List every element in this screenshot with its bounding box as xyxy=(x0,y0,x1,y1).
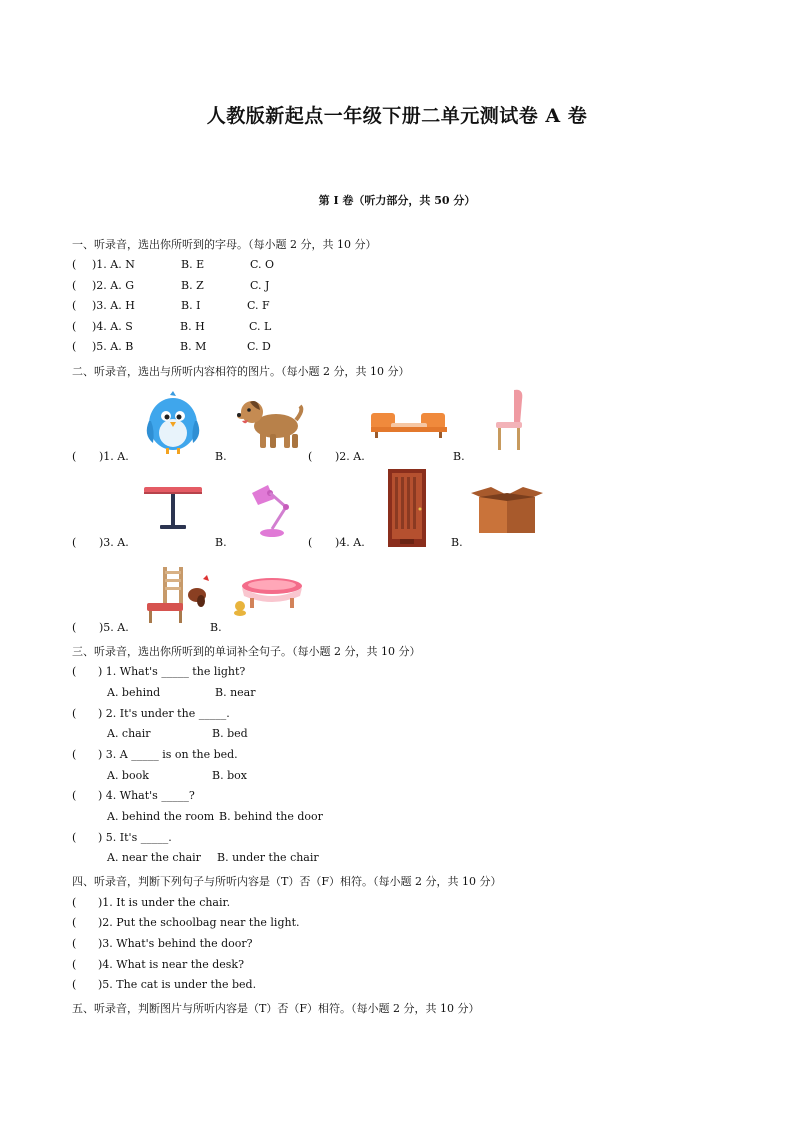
answer-paren[interactable]: ( xyxy=(72,916,77,929)
answer-paren[interactable]: ( xyxy=(72,665,77,678)
question-label: )4. A. xyxy=(335,536,365,549)
bird-icon xyxy=(143,391,203,455)
option-c: C. L xyxy=(249,320,272,333)
pink-bed-with-cat-icon xyxy=(232,576,304,616)
answer-paren[interactable]: ( xyxy=(72,748,77,761)
option-a: A. chair xyxy=(107,727,151,740)
answer-paren[interactable]: ( xyxy=(72,978,77,991)
question-label: )5. A. B xyxy=(92,340,134,353)
question-text: ) 4. What's _____? xyxy=(98,789,195,802)
option-b: B. xyxy=(453,450,465,463)
part1-heading: 一、听录音，选出你所听到的字母。（每小题 2 分，共 10 分） xyxy=(72,238,377,251)
question-text: )2. Put the schoolbag near the light. xyxy=(98,916,300,929)
option-b: B. H xyxy=(180,320,205,333)
option-b: B. xyxy=(451,536,463,549)
answer-paren[interactable]: ( xyxy=(72,258,77,271)
question-label: )3. A. H xyxy=(92,299,135,312)
question-text: ) 1. What's _____ the light? xyxy=(98,665,246,678)
option-a: A. behind the room xyxy=(107,810,215,823)
question-text: )3. What's behind the door? xyxy=(98,937,253,950)
option-b: B. box xyxy=(212,769,247,782)
question-label: )1. A. N xyxy=(92,258,135,271)
part4-heading: 四、听录音，判断下列句子与所听内容是（T）否（F）相符。（每小题 2 分，共 10 分） xyxy=(72,875,502,888)
question-text: ) 5. It's _____. xyxy=(98,831,172,844)
sofa-icon xyxy=(371,411,447,439)
option-b: B. behind the door xyxy=(219,810,323,823)
option-b: B. bed xyxy=(212,727,248,740)
answer-paren[interactable]: ( xyxy=(72,279,77,292)
answer-paren[interactable]: ( xyxy=(72,536,77,549)
question-label: )5. A. xyxy=(99,621,129,634)
answer-paren[interactable]: ( xyxy=(72,789,77,802)
answer-paren[interactable]: ( xyxy=(72,299,77,312)
part3-heading: 三、听录音，选出你所听到的单词补全句子。（每小题 2 分，共 10 分） xyxy=(72,645,421,658)
option-a: A. behind xyxy=(107,686,161,699)
desk-lamp-icon xyxy=(250,483,292,539)
option-a: A. book xyxy=(107,769,149,782)
question-text: )4. What is near the desk? xyxy=(98,958,244,971)
door-icon xyxy=(388,469,426,547)
option-b: B. under the chair xyxy=(217,851,319,864)
answer-paren[interactable]: ( xyxy=(72,450,77,463)
answer-paren[interactable]: ( xyxy=(72,896,77,909)
option-b: B. xyxy=(210,621,222,634)
question-text: ) 3. A _____ is on the bed. xyxy=(98,748,238,761)
answer-paren[interactable]: ( xyxy=(308,536,313,549)
question-label: )4. A. S xyxy=(92,320,133,333)
question-text: )5. The cat is under the bed. xyxy=(98,978,257,991)
answer-paren[interactable]: ( xyxy=(72,621,77,634)
option-b: B. xyxy=(215,536,227,549)
chair-with-dog-icon xyxy=(143,565,211,623)
part5-heading: 五、听录音，判断图片与所听内容是（T）否（F）相符。（每小题 2 分，共 10 分） xyxy=(72,1002,480,1015)
answer-paren[interactable]: ( xyxy=(72,707,77,720)
option-b: B. Z xyxy=(181,279,204,292)
option-c: C. O xyxy=(250,258,275,271)
option-b: B. E xyxy=(181,258,205,271)
answer-paren[interactable]: ( xyxy=(72,937,77,950)
question-label: )2. A. G xyxy=(92,279,135,292)
question-label: )1. A. xyxy=(99,450,129,463)
table-icon xyxy=(144,487,202,531)
answer-paren[interactable]: ( xyxy=(72,831,77,844)
option-b: B. I xyxy=(181,299,201,312)
option-b: B. xyxy=(215,450,227,463)
question-label: )2. A. xyxy=(335,450,365,463)
option-b: B. near xyxy=(215,686,256,699)
option-c: C. J xyxy=(250,279,270,292)
page-title: 人教版新起点一年级下册二单元测试卷 A 卷 xyxy=(206,105,588,127)
answer-paren[interactable]: ( xyxy=(308,450,313,463)
dog-icon xyxy=(236,396,304,450)
part2-heading: 二、听录音，选出与所听内容相符的图片。（每小题 2 分，共 10 分） xyxy=(72,365,410,378)
option-c: C. F xyxy=(247,299,270,312)
answer-paren[interactable]: ( xyxy=(72,340,77,353)
question-text: )1. It is under the chair. xyxy=(98,896,231,909)
section-subtitle: 第 I 卷（听力部分，共 50 分） xyxy=(318,194,476,207)
option-a: A. near the chair xyxy=(107,851,201,864)
question-text: ) 2. It's under the _____. xyxy=(98,707,230,720)
answer-paren[interactable]: ( xyxy=(72,958,77,971)
box-icon xyxy=(471,485,543,535)
option-b: B. M xyxy=(180,340,207,353)
answer-paren[interactable]: ( xyxy=(72,320,77,333)
option-c: C. D xyxy=(247,340,271,353)
chair-icon xyxy=(494,388,528,452)
question-label: )3. A. xyxy=(99,536,129,549)
